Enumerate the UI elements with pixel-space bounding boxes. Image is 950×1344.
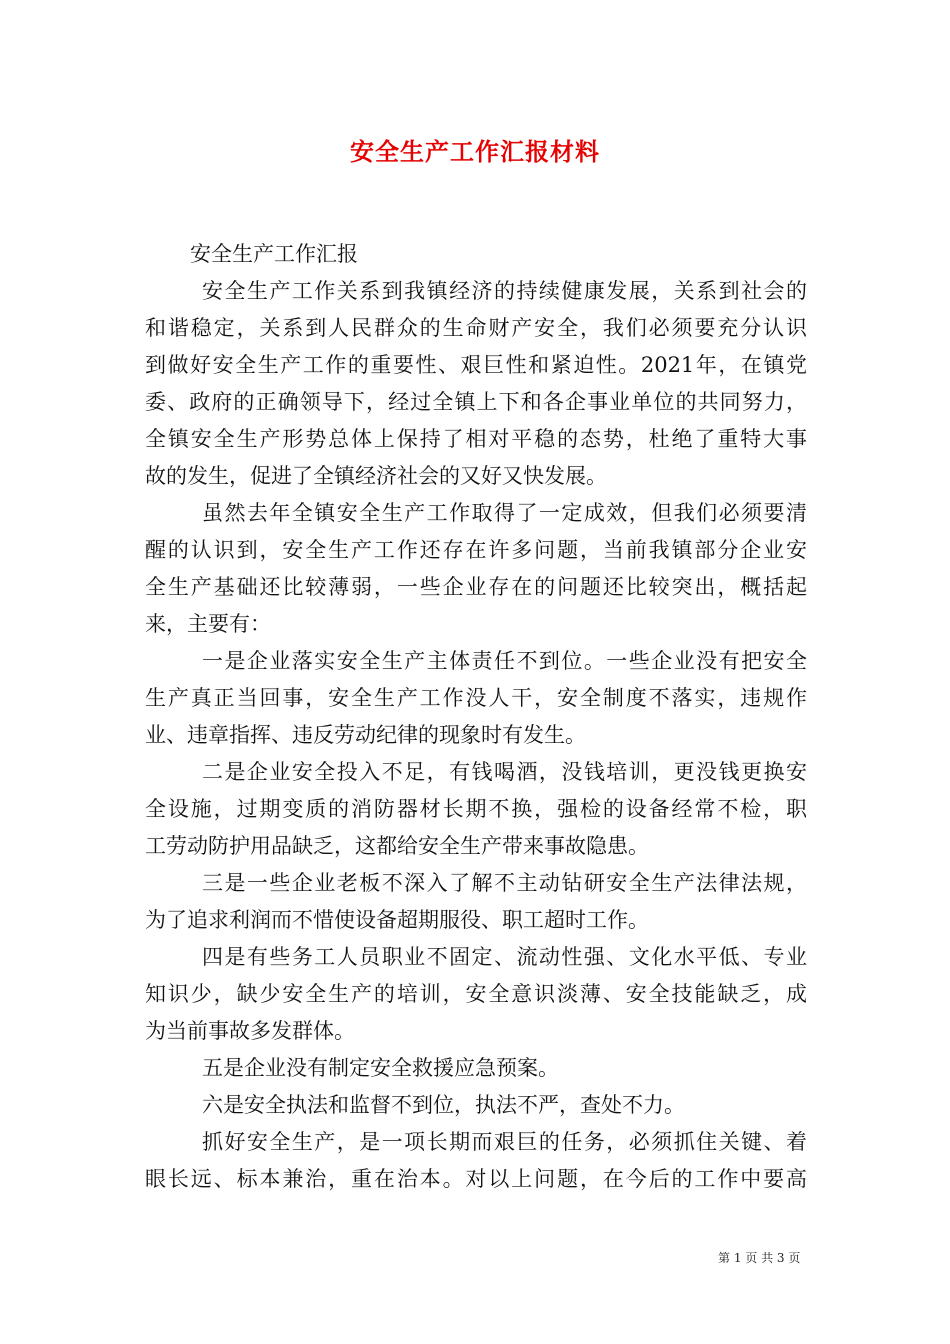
paragraph (145, 865, 807, 939)
text-line: 虽然去年全镇安全生产工作取得了一定成效，但我们必须要清 (202, 501, 807, 525)
text-line: 三是一些企业老板不深入了解不主动钻研安全生产法律法规， (202, 871, 807, 895)
document-title: 安全生产工作汇报材料 (350, 137, 600, 166)
paragraph (145, 754, 807, 865)
section-heading: 安全生产工作汇报 (190, 242, 358, 266)
text-line: 为了追求利润而不惜使设备超期服役、职工超时工作。 (145, 908, 649, 932)
text-line: 眼长远、标本兼治，重在治本。对以上问题，在今后的工作中要高 (145, 1167, 807, 1191)
text-line: 五是企业没有制定安全救援应急预案。 (202, 1056, 559, 1080)
paragraph (145, 273, 807, 495)
text-line: 来，主要有： (145, 612, 271, 636)
paragraph (145, 643, 807, 754)
text-line: 故的发生，促进了全镇经济社会的又好又快发展。 (145, 464, 607, 488)
paragraph (145, 495, 807, 643)
paragraph (145, 939, 807, 1050)
text-line: 六是安全执法和监督不到位，执法不严，查处不力。 (202, 1093, 685, 1117)
text-line: 醒的认识到，安全生产工作还存在许多问题，当前我镇部分企业安 (145, 538, 807, 562)
text-line: 生产真正当回事，安全生产工作没人干，安全制度不落实，违规作 (145, 686, 807, 710)
text-line: 和谐稳定，关系到人民群众的生命财产安全，我们必须要充分认识 (145, 316, 807, 340)
text-line: 工劳动防护用品缺乏，这都给安全生产带来事故隐患。 (145, 834, 649, 858)
document-body (145, 236, 807, 1198)
paragraph (145, 1087, 807, 1124)
text-line: 委、政府的正确领导下，经过全镇上下和各企事业单位的共同努力， (145, 390, 807, 414)
text-line: 业、违章指挥、违反劳动纪律的现象时有发生。 (145, 723, 586, 747)
text-line: 抓好安全生产，是一项长期而艰巨的任务，必须抓住关键、着 (202, 1130, 807, 1154)
paragraph (145, 1050, 807, 1087)
text-line: 到做好安全生产工作的重要性、艰巨性和紧迫性。2021年，在镇党 (145, 353, 807, 377)
text-line: 一是企业落实安全生产主体责任不到位。一些企业没有把安全 (202, 649, 807, 673)
text-line: 知识少，缺少安全生产的培训，安全意识淡薄、安全技能缺乏，成 (145, 982, 807, 1006)
text-line: 全设施，过期变质的消防器材长期不换，强检的设备经常不检，职 (145, 797, 807, 821)
text-line: 二是企业安全投入不足，有钱喝酒，没钱培训，更没钱更换安 (202, 760, 807, 784)
text-line: 四是有些务工人员职业不固定、流动性强、文化水平低、专业 (202, 945, 807, 969)
text-line: 为当前事故多发群体。 (145, 1019, 355, 1043)
text-line: 全生产基础还比较薄弱，一些企业存在的问题还比较突出，概括起 (145, 575, 807, 599)
page-footer: 第 1 页 共 3 页 (718, 1251, 801, 1265)
text-line: 全镇安全生产形势总体上保持了相对平稳的态势，杜绝了重特大事 (145, 427, 807, 451)
paragraph (145, 1124, 807, 1198)
text-line: 安全生产工作关系到我镇经济的持续健康发展，关系到社会的 (202, 279, 807, 303)
